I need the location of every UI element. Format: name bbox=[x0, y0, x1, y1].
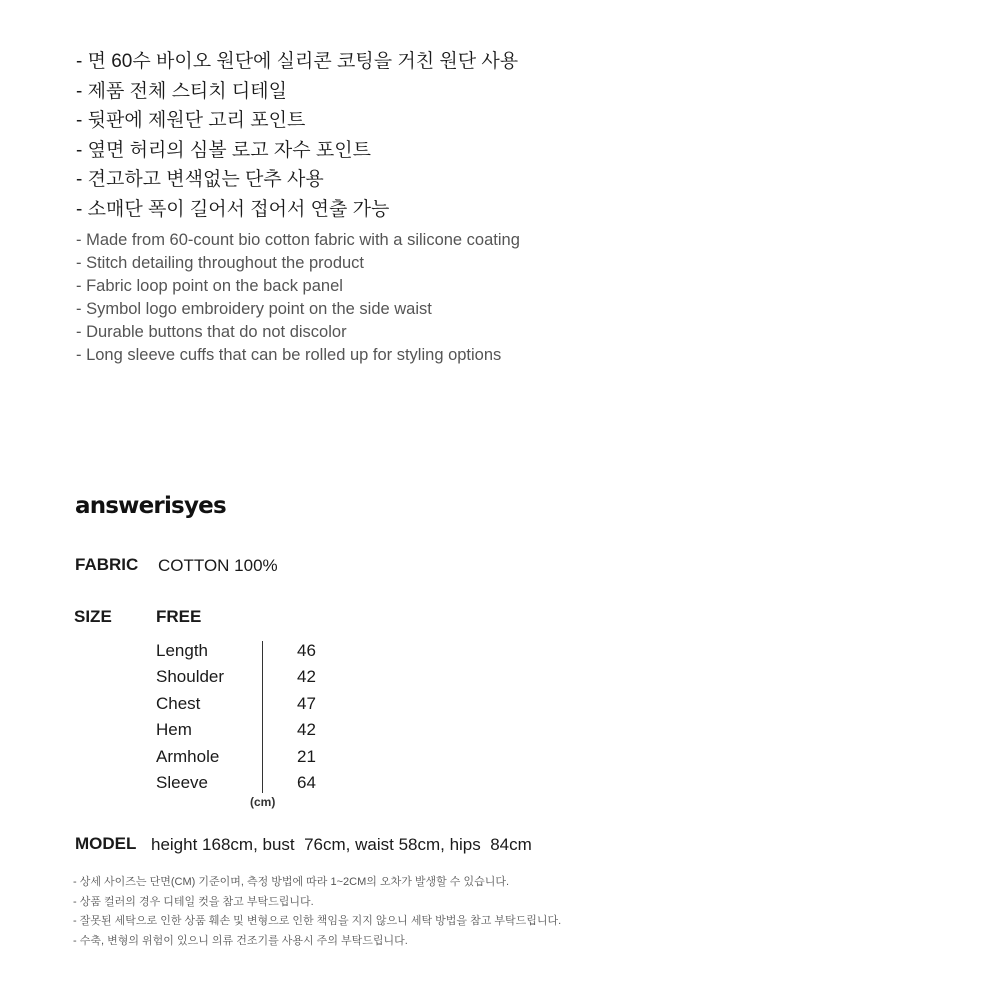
feature-en-item: - Long sleeve cuffs that can be rolled up for styling options bbox=[76, 346, 502, 364]
note-item: - 상세 사이즈는 단면(CM) 기준이며, 측정 방법에 따라 1~2CM의 오차가 발생할 수 있습니다. bbox=[73, 876, 510, 888]
note-item: - 상품 컬러의 경우 디테일 컷을 참고 부탁드립니다. bbox=[73, 895, 314, 908]
feature-en-item: - Durable buttons that do not discolor bbox=[76, 323, 347, 341]
measurement-values bbox=[297, 638, 316, 796]
feature-en-item: - Made from 60-count bio cotton fabric with a silicone coating bbox=[76, 231, 520, 249]
measurement-names bbox=[156, 638, 224, 796]
measurement-value: 46 bbox=[297, 641, 316, 660]
measurement-value: 21 bbox=[297, 746, 316, 766]
feature-ko-item: - 제품 전체 스티치 디테일 bbox=[76, 80, 287, 102]
measurement-name: Hem bbox=[156, 720, 192, 740]
measurement-value: 47 bbox=[297, 693, 316, 713]
feature-ko-item: - 소매단 폭이 길어서 접어서 연출 가능 bbox=[76, 198, 390, 220]
model-label: MODEL bbox=[75, 834, 137, 853]
feature-en-item: - Stitch detailing throughout the product bbox=[76, 254, 365, 272]
fabric-value: COTTON 100% bbox=[158, 556, 278, 575]
features-english-list bbox=[76, 229, 520, 367]
measurement-value: 64 bbox=[297, 772, 316, 792]
size-name: FREE bbox=[156, 607, 202, 626]
measurement-name: Length bbox=[156, 641, 208, 660]
feature-en-item: - Symbol logo embroidery point on the side waist bbox=[76, 300, 432, 318]
measurement-name: Armhole bbox=[156, 746, 220, 766]
feature-ko-item: - 견고하고 변색없는 단추 사용 bbox=[76, 169, 324, 191]
note-item: - 잘못된 세탁으로 인한 상품 훼손 및 변형으로 인한 책임을 지지 않으니 세탁 방법을 참고 부탁드립니다. bbox=[73, 915, 562, 927]
model-value: height 168cm, bust 76cm, waist 58cm, hips 84cm bbox=[151, 835, 532, 854]
notes-list bbox=[73, 873, 561, 951]
feature-ko-item: - 옆면 허리의 심볼 로고 자수 포인트 bbox=[76, 139, 371, 161]
measurement-unit: (cm) bbox=[250, 795, 276, 809]
brand-logo: answerisyes bbox=[75, 493, 226, 519]
measurement-value: 42 bbox=[297, 667, 316, 687]
features-korean-list bbox=[76, 47, 518, 225]
measurement-name: Shoulder bbox=[156, 667, 225, 687]
size-label: SIZE bbox=[74, 607, 112, 626]
fabric-label: FABRIC bbox=[75, 555, 139, 574]
measurement-divider bbox=[262, 641, 263, 793]
feature-en-item: - Fabric loop point on the back panel bbox=[76, 277, 343, 295]
measurement-name: Chest bbox=[156, 693, 201, 713]
feature-ko-item: - 뒷판에 제원단 고리 포인트 bbox=[76, 110, 306, 132]
feature-ko-item: - 면 60수 바이오 원단에 실리콘 코팅을 거친 원단 사용 bbox=[76, 51, 519, 72]
measurement-name: Sleeve bbox=[156, 772, 208, 792]
note-item: - 수축, 변형의 위험이 있으니 의류 건조기를 사용시 주의 부탁드립니다. bbox=[73, 934, 408, 947]
measurement-value: 42 bbox=[297, 720, 316, 740]
